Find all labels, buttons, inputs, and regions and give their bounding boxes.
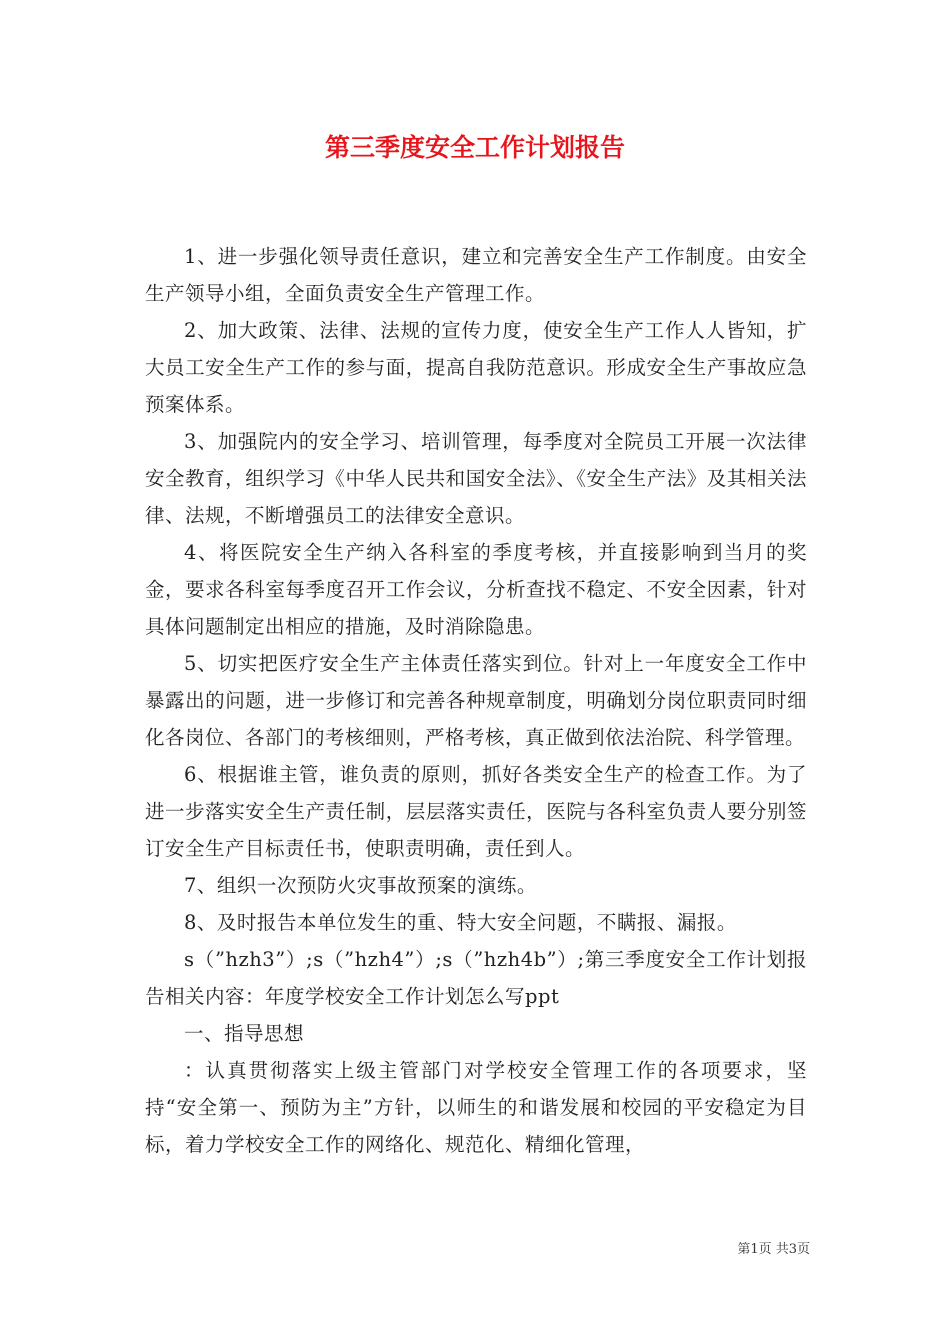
- page-number: 第1页 共3页: [737, 1242, 810, 1257]
- paragraph: 2、加大政策、法律、法规的宣传力度，使安全生产工作人人皆知，扩大员工安全生产工作的参与面，提高自我防范意识。形成安全生产事故应急预案体系。: [145, 319, 807, 416]
- section-heading: 一、指导思想: [184, 1022, 305, 1045]
- paragraph: 4、将医院安全生产纳入各科室的季度考核，并直接影响到当月的奖金，要求各科室每季度召开工作会议，分析查找不稳定、不安全因素，针对具体问题制定出相应的措施，及时消除隐患。: [145, 541, 807, 638]
- paragraph: 8、及时报告本单位发生的重、特大安全问题，不瞒报、漏报。: [184, 911, 737, 934]
- paragraph: 7、组织一次预防火灾事故预案的演练。: [184, 874, 537, 897]
- paragraph: 5、切实把医疗安全生产主体责任落实到位。针对上一年度安全工作中暴露出的问题，进一步修订和完善各种规章制度，明确划分岗位职责同时细化各岗位、各部门的考核细则，严格考核，真正做到依法治院、科学管理。: [145, 652, 807, 749]
- document-title: 第三季度安全工作计划报告: [324, 133, 625, 162]
- paragraph: 3、加强院内的安全学习、培训管理，每季度对全院员工开展一次法律安全教育，组织学习《中华人民共和国安全法》、《安全生产法》及其相关法律、法规，不断增强员工的法律安全意识。: [145, 430, 807, 527]
- document-body: [145, 238, 807, 1163]
- paragraph: ：认真贯彻落实上级主管部门对学校安全管理工作的各项要求，坚持“安全第一、预防为主”方针，以师生的和谐发展和校园的平安稳定为目标，着力学校安全工作的网络化、规范化、精细化管理，: [145, 1059, 807, 1156]
- paragraph: 6、根据谁主管，谁负责的原则，抓好各类安全生产的检查工作。为了进一步落实安全生产责任制，层层落实责任，医院与各科室负责人要分别签订安全生产目标责任书，使职责明确，责任到人。: [145, 763, 807, 860]
- paragraph: 1、进一步强化领导责任意识，建立和完善安全生产工作制度。由安全生产领导小组，全面负责安全生产管理工作。: [145, 245, 807, 305]
- paragraph: s（”hzh3”）;s（”hzh4”）;s（”hzh4b”）;第三季度安全工作计划报告相关内容：年度学校安全工作计划怎么写ppt: [145, 948, 807, 1008]
